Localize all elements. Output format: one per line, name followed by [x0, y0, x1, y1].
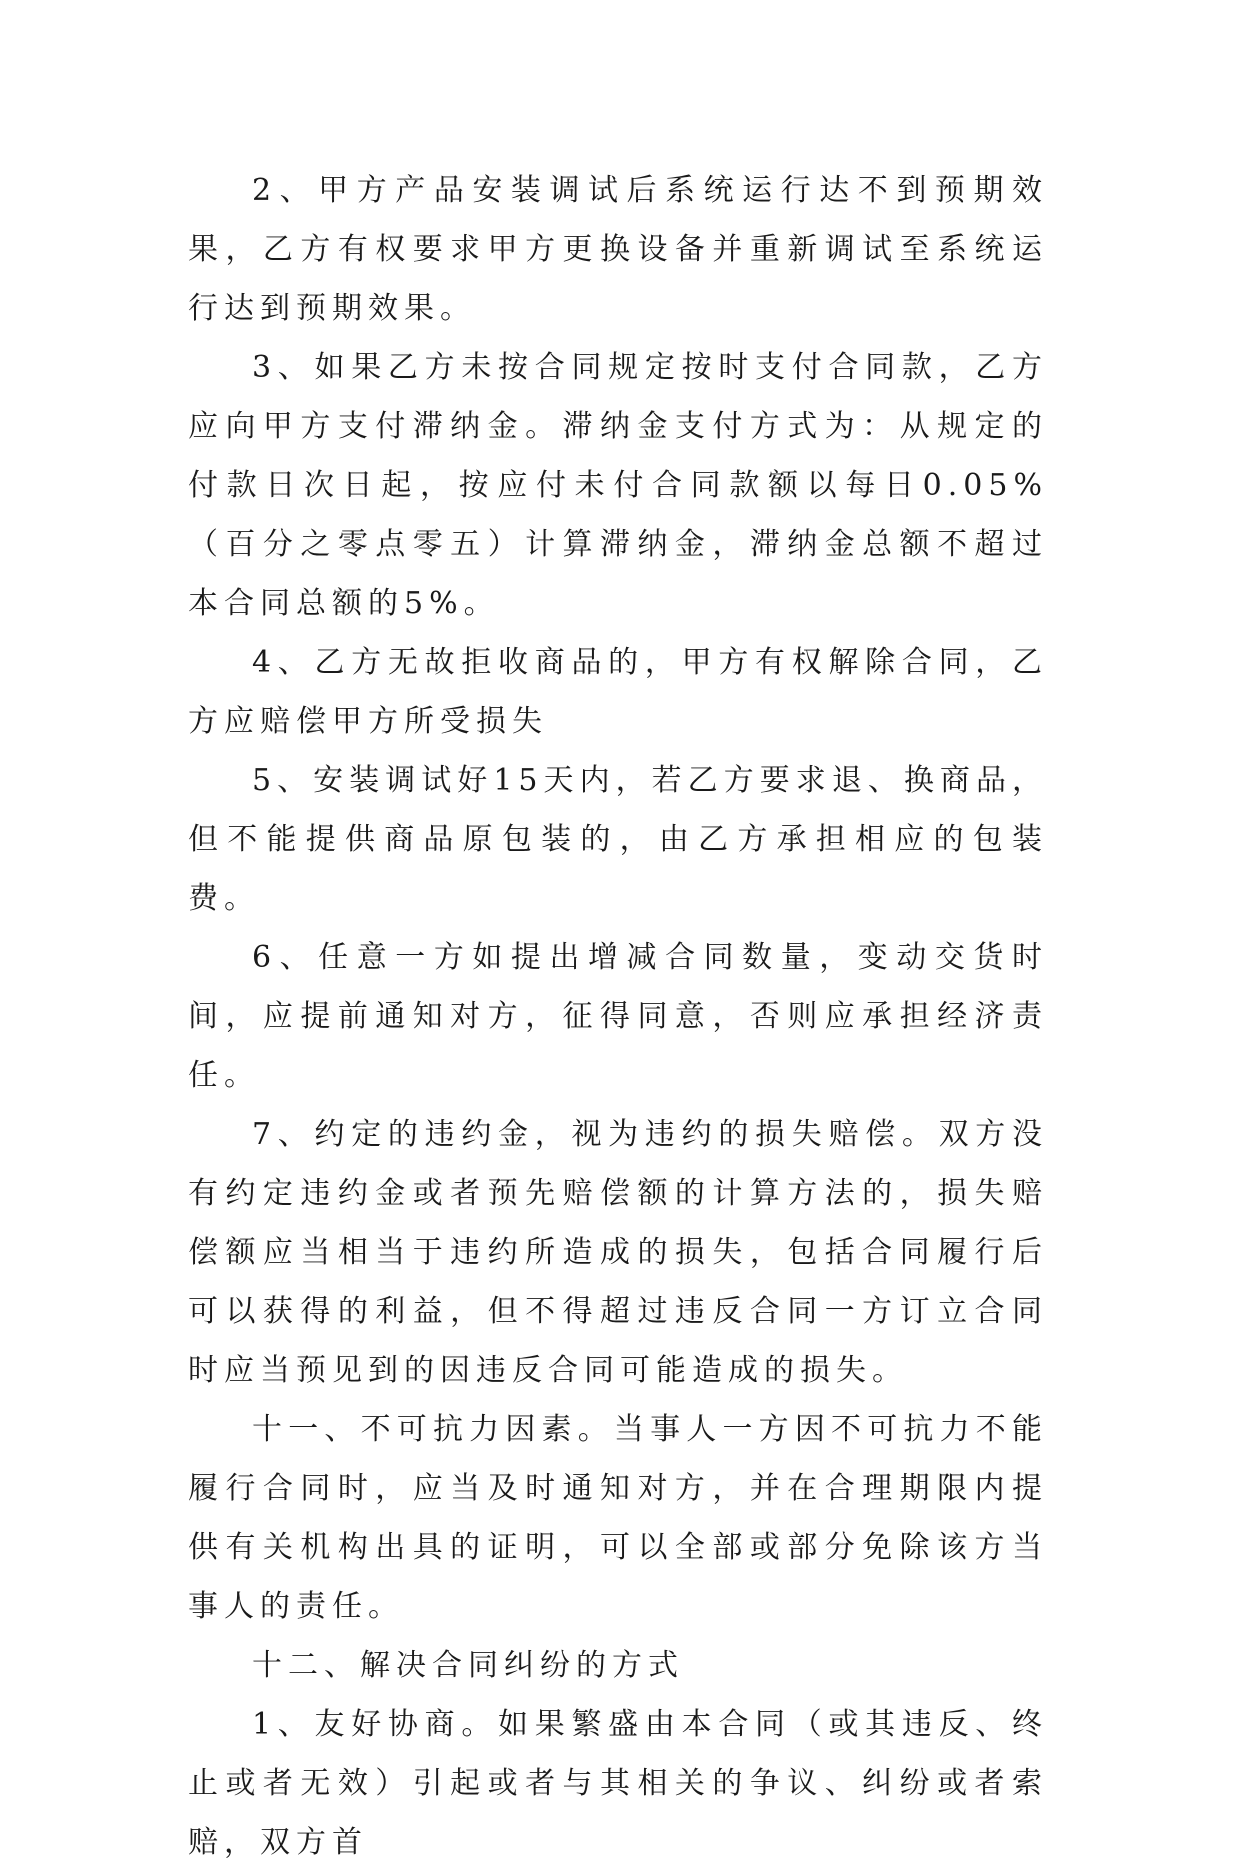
paragraph-clause-3: 3、如果乙方未按合同规定按时支付合同款，乙方应向甲方支付滞纳金。滞纳金支付方式为：从规定的付款日次日起，按应付未付合同款额以每日0.05%（百分之零点零五）计算滞纳金，滞纳金总额不超过本合同总额的5%。 [188, 350, 1048, 621]
paragraph-clause-6: 6、任意一方如提出增减合同数量，变动交货时间，应提前通知对方，征得同意，否则应承担经济责任。 [188, 940, 1048, 1093]
paragraph-clause-4: 4、乙方无故拒收商品的，甲方有权解除合同，乙方应赔偿甲方所受损失 [188, 645, 1048, 739]
paragraph-section-12-heading: 十二、解决合同纠纷的方式 [252, 1648, 684, 1683]
document-body [188, 161, 1048, 1872]
paragraph-clause-7: 7、约定的违约金，视为违约的损失赔偿。双方没有约定违约金或者预先赔偿额的计算方法的，损失赔偿额应当相当于违约所造成的损失，包括合同履行后可以获得的利益，但不得超过违反合同一方订立合同时应当预见到的因违反合同可能造成的损失。 [188, 1117, 1048, 1388]
paragraph-section-12-item-1: 1、友好协商。如果繁盛由本合同（或其违反、终止或者无效）引起或者与其相关的争议、纠纷或者索赔，双方首 [188, 1707, 1048, 1860]
paragraph-clause-5: 5、安装调试好15天内，若乙方要求退、换商品，但不能提供商品原包装的，由乙方承担相应的包装费。 [188, 763, 1048, 916]
paragraph-clause-2: 2、甲方产品安装调试后系统运行达不到预期效果，乙方有权要求甲方更换设备并重新调试至系统运行达到预期效果。 [188, 173, 1048, 326]
paragraph-section-11: 十一、不可抗力因素。当事人一方因不可抗力不能履行合同时，应当及时通知对方，并在合理期限内提供有关机构出具的证明，可以全部或部分免除该方当事人的责任。 [188, 1412, 1048, 1624]
